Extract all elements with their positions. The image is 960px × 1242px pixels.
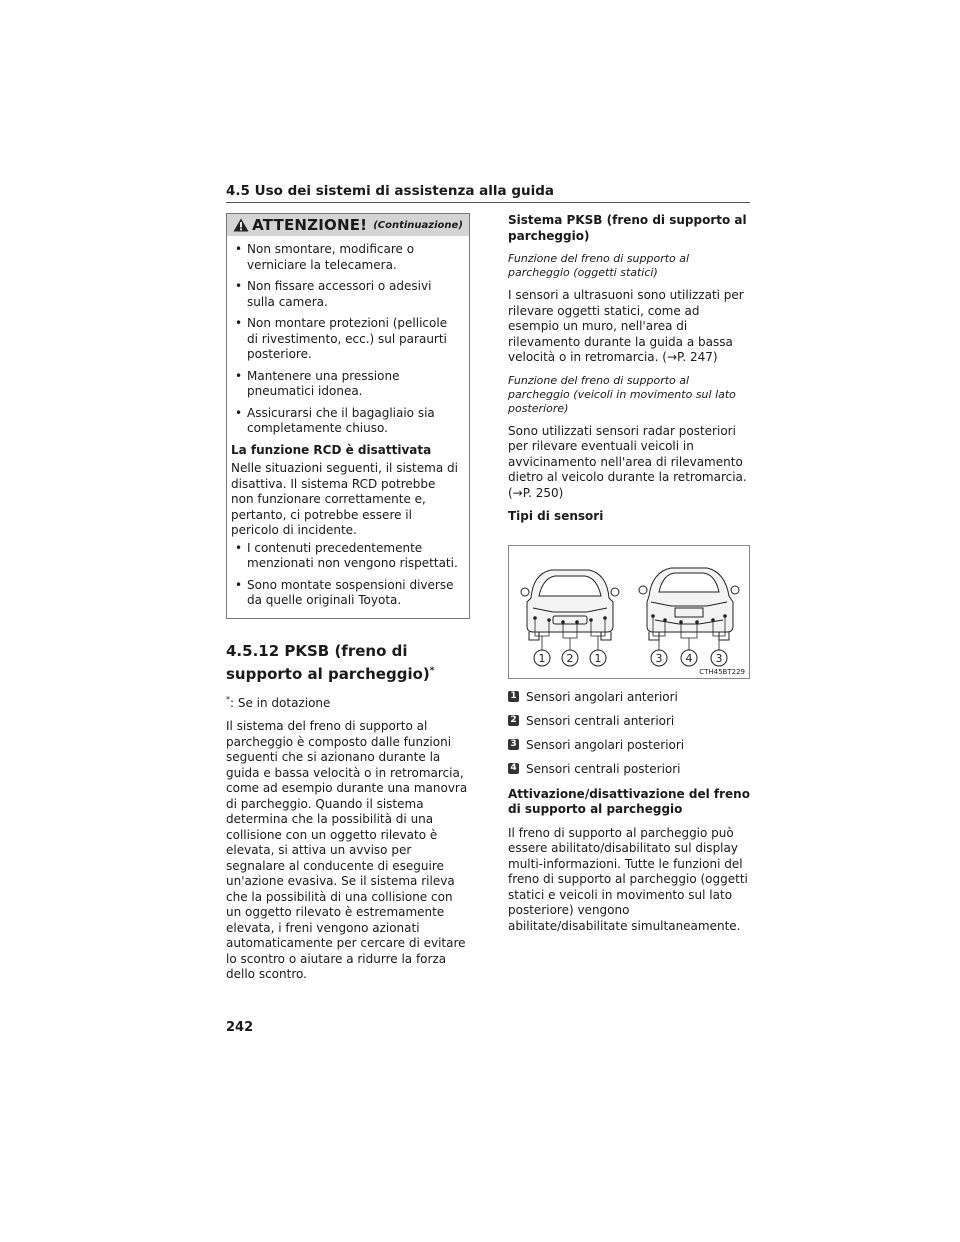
sensor-label: Sensori angolari anteriori — [526, 689, 678, 704]
callout-label: 1 — [538, 651, 546, 665]
sensor-label: Sensori angolari posteriori — [526, 737, 685, 752]
warning-bullet: • Non smontare, modificare o verniciare la telecamera. — [231, 242, 459, 273]
warning-continued: (Continuazione) — [373, 219, 463, 231]
sensor-number-badge: 4 — [508, 763, 519, 774]
section-star: * — [429, 665, 435, 676]
rear-function-title: Funzione del freno di supporto al parcheggio (veicoli in movimento sul lato posteriore) — [508, 373, 736, 415]
sensor-list-item — [508, 737, 750, 753]
sensor-list-item — [508, 761, 750, 777]
callout-label: 2 — [566, 651, 574, 665]
callout-label: 3 — [655, 651, 663, 665]
page-header — [226, 180, 750, 203]
static-function-title: Funzione del freno di supporto al parcheggio (oggetti statici) — [508, 252, 690, 279]
rear-function-text: Sono utilizzati sensori radar posteriori per rilevare eventuali veicoli in avvicinamento nell'area di rilevamento dietro al veicolo durante la retromarcia. (→P. 250) — [508, 423, 747, 500]
rcd-text: Nelle situazioni seguenti, il sistema di disattiva. Il sistema RCD potrebbe non funzionare correttamente e, pertanto, ci potrebbe essere il pericolo di incidente. — [231, 461, 458, 537]
sensor-list-item — [508, 713, 750, 729]
sensor-number-badge: 2 — [508, 715, 519, 726]
activation-text: Il freno di supporto al parcheggio può essere abilitato/disabilitato sul display multi-informazioni. Tutte le funzioni del freno di supporto al parcheggio (oggetti statici e veicoli in movimento sul lato posteriore) vengono abilitate/disabilitate simultaneamente. — [508, 825, 748, 933]
rcd-heading: La funzione RCD è disattivata — [231, 442, 432, 457]
car-sensors-illustration — [509, 546, 749, 678]
sensor-number-badge: 1 — [508, 691, 519, 702]
rcd-bullet: • I contenuti precedentemente menzionati non vengono rispettati. — [231, 541, 459, 572]
pksb-heading: Sistema PKSB (freno di supporto al parcheggio) — [508, 213, 747, 243]
sensor-number-badge: 3 — [508, 739, 519, 750]
callout-circles — [534, 650, 727, 666]
warning-bullet: • Assicurarsi che il bagagliaio sia completamente chiuso. — [231, 406, 459, 437]
warning-bullet: • Mantenere una pressione pneumatici idonea. — [231, 369, 459, 400]
left-column — [226, 213, 470, 983]
callout-label: 1 — [594, 651, 602, 665]
warning-triangle-icon — [233, 218, 249, 232]
footnote — [226, 692, 470, 712]
rear-car-illustration — [639, 568, 739, 640]
static-function-text: I sensori a ultrasuoni sono utilizzati per rilevare oggetti statici, come ad esempio un muro, nell'area di rilevamento durante la guida a bassa velocità o in retromarcia. (→P. 247) — [508, 288, 744, 364]
front-car-illustration — [521, 570, 619, 640]
activation-heading: Attivazione/disattivazione del freno di supporto al parcheggio — [508, 786, 750, 816]
sensor-label: Sensori centrali anteriori — [526, 713, 675, 728]
sensor-list-item — [508, 689, 750, 705]
sensor-figure — [508, 545, 750, 679]
sensor-types-heading: Tipi di sensori — [508, 509, 604, 523]
warning-title: ATTENZIONE! — [252, 216, 368, 234]
header-section-title: 4.5 Uso dei sistemi di assistenza alla guida — [226, 183, 555, 199]
rcd-bullet: • Sono montate sospensioni diverse da quelle originali Toyota. — [231, 578, 459, 609]
callout-label: 3 — [715, 651, 723, 665]
right-column — [508, 213, 750, 934]
callout-label: 4 — [685, 651, 693, 665]
footnote-text: : Se in dotazione — [230, 695, 331, 710]
warning-bullet: • Non montare protezioni (pellicole di rivestimento, ecc.) sul paraurti posteriore. — [231, 316, 459, 363]
section-title: 4.5.12 PKSB (freno di supporto al parcheggio)* — [226, 641, 435, 683]
sensor-label: Sensori centrali posteriori — [526, 761, 681, 776]
figure-code: CTH45BT229 — [699, 667, 745, 676]
warning-bullet: • Non fissare accessori o adesivi sulla camera. — [231, 279, 459, 310]
section-body: Il sistema del freno di supporto al parcheggio è composto dalle funzioni seguenti che si azionano durante la guida e bassa velocità o in retromarcia, come ad esempio durante una manovra di parcheggio. Quando il sistema determina che la possibilità di una collisione con un oggetto rilevato è elevata, si attiva un avviso per segnalare al conducente di eseguire un'azione evasiva. Se il sistema rileva che la possibilità di una collisione con un oggetto rilevato è estremamente elevata, i freni vengono azionati automaticamente per cercare di evitare lo scontro o aiutare a ridurre la forza dello scontro. — [226, 719, 468, 981]
warning-header — [227, 214, 469, 236]
warning-box — [226, 213, 470, 619]
page-number: 242 — [226, 1020, 254, 1035]
footnote-star: * — [226, 694, 230, 704]
